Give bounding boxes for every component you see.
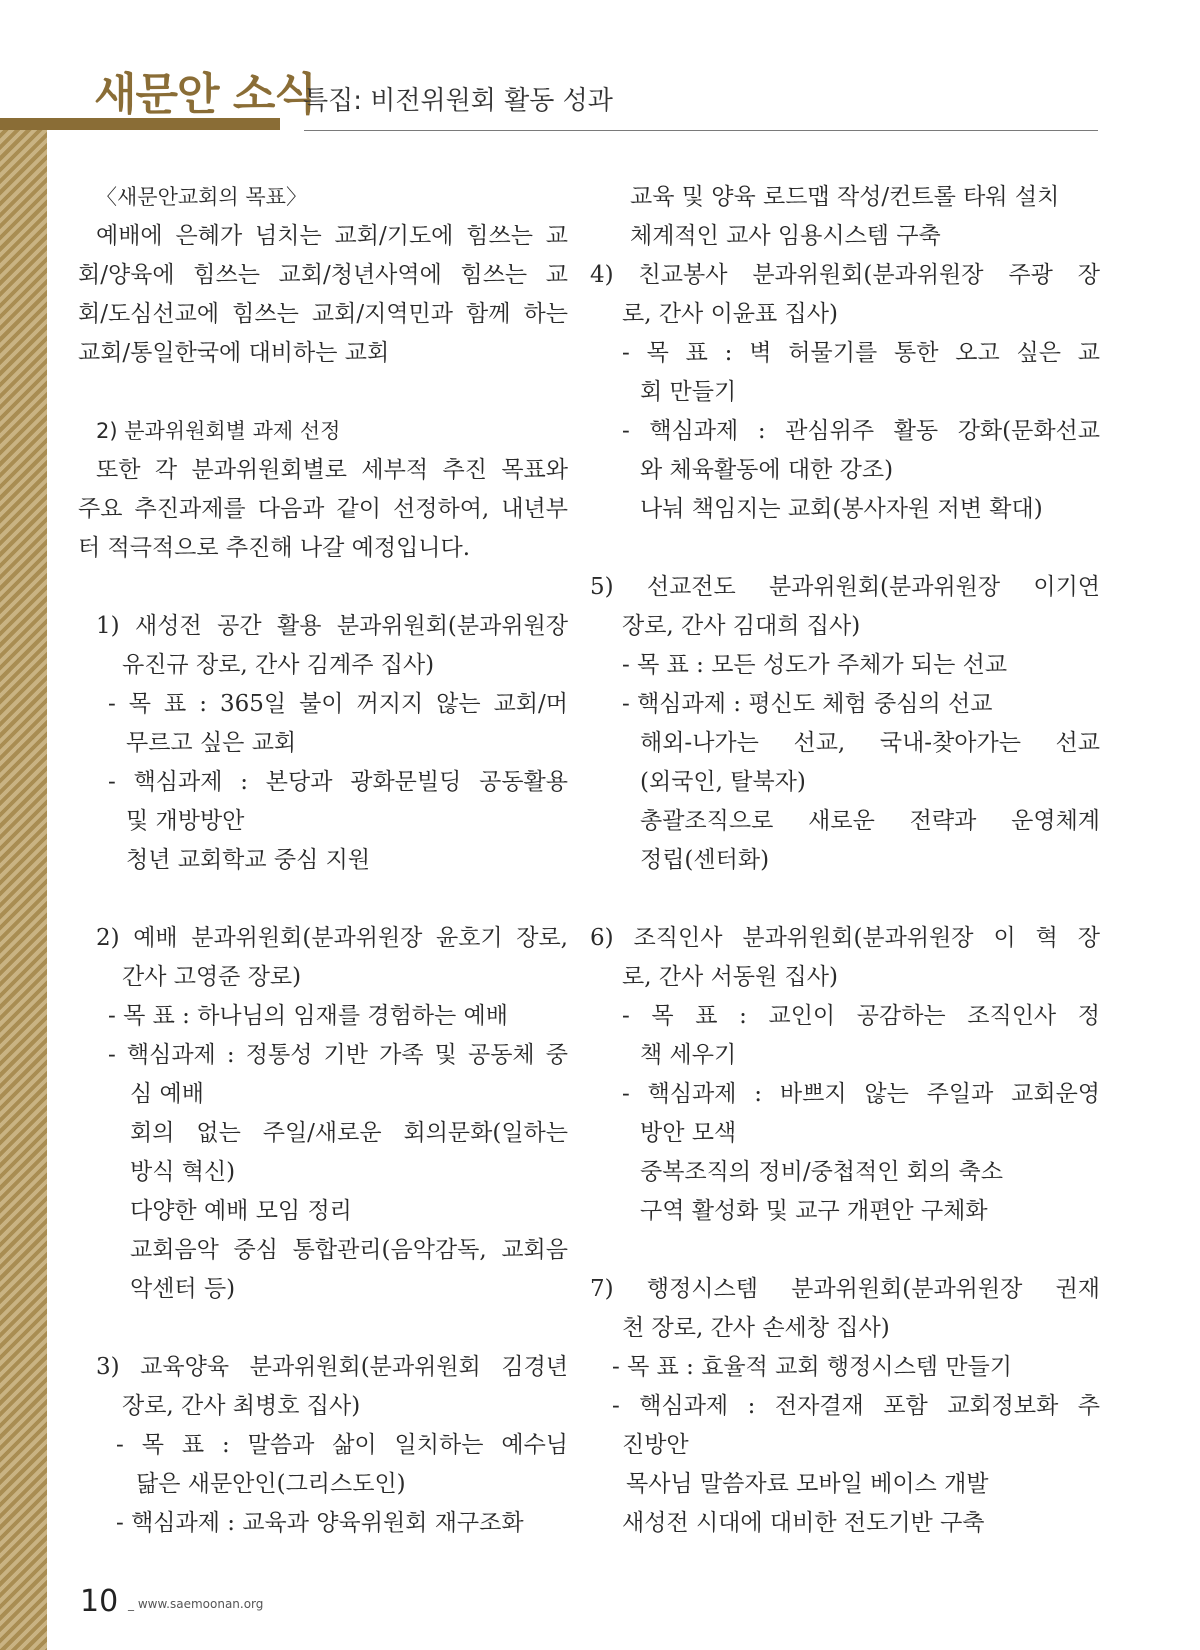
goal-line: 예배에 은혜가 넘치는 교회/기도에 힘쓰는 교 xyxy=(96,223,568,249)
committee-goal: - 목 표 : 모든 성도가 주체가 되는 선교 xyxy=(622,652,1008,678)
committee-task-cont: 체계적인 교사 임용시스템 구축 xyxy=(630,223,941,249)
committee-title: 5) 선교전도 분과위원회(분과위원장 이기연 xyxy=(590,574,1100,600)
committee-task-cont: (외국인, 탈북자) xyxy=(640,769,806,795)
committee-members: 로, 간사 서동원 집사) xyxy=(622,964,838,990)
committee-task-cont: 악센터 등) xyxy=(130,1276,236,1302)
committee-goal: - 목 표 : 365일 불이 꺼지지 않는 교회/머 xyxy=(108,691,568,717)
committee-members: 로, 간사 이윤표 집사) xyxy=(622,301,838,327)
section-line: 또한 각 분과위원회별로 세부적 추진 목표와 xyxy=(96,457,568,483)
committee-goal-cont: 회 만들기 xyxy=(640,379,737,405)
section-heading: 2) 분과위원회별 과제 선정 xyxy=(96,419,341,443)
committee-task-cont: 총괄조직으로 새로운 전략과 운영체계 xyxy=(640,808,1100,834)
committee-task-cont: 진방안 xyxy=(622,1432,689,1458)
committee-task: - 핵심과제 : 정통성 기반 가족 및 공동체 중 xyxy=(108,1042,568,1068)
website-url: _ www.saemoonan.org xyxy=(128,1597,264,1611)
committee-task-cont: 심 예배 xyxy=(130,1081,204,1107)
committee-task-cont: 회의 없는 주일/새로운 회의문화(일하는 xyxy=(130,1120,568,1146)
committee-task-cont: 와 체육활동에 대한 강조) xyxy=(640,457,894,483)
committee-task-cont: 정립(센터화) xyxy=(640,847,770,873)
committee-task-cont: 방식 혁신) xyxy=(130,1159,236,1185)
committee-title: 2) 예배 분과위원회(분과위원장 윤호기 장로, xyxy=(96,925,568,951)
committee-title: 1) 새성전 공간 활용 분과위원회(분과위원장 xyxy=(96,613,568,639)
committee-task: - 핵심과제 : 교육과 양육위원회 재구조화 xyxy=(116,1510,524,1536)
decorative-stripe xyxy=(0,122,47,1650)
committee-title: 3) 교육양육 분과위원회(분과위원회 김경년 xyxy=(96,1354,568,1380)
committee-task-cont: 목사님 말씀자료 모바일 베이스 개발 xyxy=(626,1471,989,1497)
page-number: 10 xyxy=(80,1584,119,1619)
goal-heading: 〈새문안교회의 목표〉 xyxy=(96,185,307,209)
committee-members: 간사 고영준 장로) xyxy=(122,964,302,990)
committee-task-cont: 구역 활성화 및 교구 개편안 구체화 xyxy=(640,1198,988,1224)
committee-goal: - 목 표 : 효율적 교회 행정시스템 만들기 xyxy=(612,1354,1012,1380)
committee-goal-cont: 책 세우기 xyxy=(640,1042,737,1068)
committee-task: - 핵심과제 : 전자결재 포함 교회정보화 추 xyxy=(612,1393,1100,1419)
committee-goal-cont: 무르고 싶은 교회 xyxy=(126,730,297,756)
committee-task-cont: 교회음악 중심 통합관리(음악감독, 교회음 xyxy=(130,1237,568,1263)
goal-line: 교회/통일한국에 대비하는 교회 xyxy=(78,340,390,366)
right-column xyxy=(590,178,1100,1543)
committee-members: 장로, 간사 최병호 집사) xyxy=(122,1393,361,1419)
committee-goal: - 목 표 : 벽 허물기를 통한 오고 싶은 교 xyxy=(622,340,1100,366)
committee-title: 4) 친교봉사 분과위원회(분과위원장 주광 장 xyxy=(590,262,1100,288)
committee-task-cont: 교육 및 양육 로드맵 작성/컨트롤 타워 설치 xyxy=(630,184,1060,210)
committee-goal: - 목 표 : 말씀과 삶이 일치하는 예수님 xyxy=(116,1432,568,1458)
committee-goal: - 목 표 : 하나님의 임재를 경험하는 예배 xyxy=(108,1003,508,1029)
feature-subtitle: 특집: 비전위원회 활동 성과 xyxy=(303,86,613,116)
header-divider xyxy=(304,130,1098,131)
section-line: 주요 추진과제를 다음과 같이 선정하여, 내년부 xyxy=(78,496,568,522)
committee-task-cont: 및 개방방안 xyxy=(126,808,245,834)
goal-line: 회/도심선교에 힘쓰는 교회/지역민과 함께 하는 xyxy=(78,301,568,327)
committee-title: 6) 조직인사 분과위원회(분과위원장 이 혁 장 xyxy=(590,925,1100,951)
committee-task: - 핵심과제 : 바쁘지 않는 주일과 교회운영 xyxy=(622,1081,1100,1107)
committee-goal-cont: 닮은 새문안인(그리스도인) xyxy=(136,1471,406,1497)
committee-task: - 핵심과제 : 관심위주 활동 강화(문화선교 xyxy=(622,418,1100,444)
committee-task-cont: 해외-나가는 선교, 국내-찾아가는 선교 xyxy=(640,730,1100,756)
section-line: 터 적극적으로 추진해 나갈 예정입니다. xyxy=(78,535,471,561)
section-brand-title: 새문안 소식 xyxy=(94,69,316,120)
committee-members: 천 장로, 간사 손세창 집사) xyxy=(622,1315,890,1341)
left-column xyxy=(78,178,568,1543)
committee-members: 유진규 장로, 간사 김계주 집사) xyxy=(122,652,435,678)
committee-task-cont: 나눠 책임지는 교회(봉사자원 저변 확대) xyxy=(640,496,1043,522)
committee-task-cont: 다양한 예배 모임 정리 xyxy=(130,1198,352,1224)
committee-members: 장로, 간사 김대희 집사) xyxy=(622,613,861,639)
committee-goal: - 목 표 : 교인이 공감하는 조직인사 정 xyxy=(622,1003,1100,1029)
committee-task-cont: 중복조직의 정비/중첩적인 회의 축소 xyxy=(640,1159,1003,1185)
committee-task-cont: 방안 모색 xyxy=(640,1120,737,1146)
committee-title: 7) 행정시스템 분과위원회(분과위원장 권재 xyxy=(590,1276,1100,1302)
committee-task-cont: 새성전 시대에 대비한 전도기반 구축 xyxy=(622,1510,985,1536)
committee-task: - 핵심과제 : 본당과 광화문빌딩 공동활용 xyxy=(108,769,568,795)
goal-line: 회/양육에 힘쓰는 교회/청년사역에 힘쓰는 교 xyxy=(78,262,568,288)
committee-task: - 핵심과제 : 평신도 체험 중심의 선교 xyxy=(622,691,993,717)
committee-task-cont: 청년 교회학교 중심 지원 xyxy=(126,847,371,873)
